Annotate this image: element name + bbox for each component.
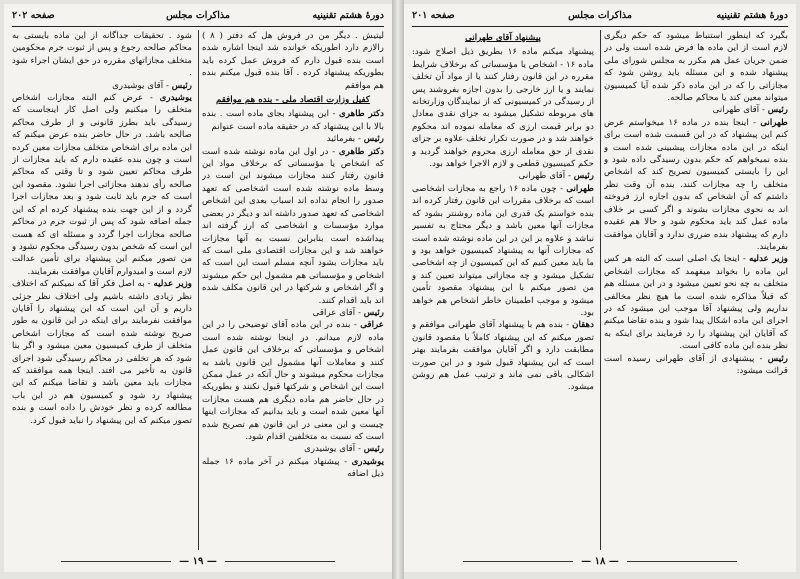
speaker-name: رئیس	[767, 353, 788, 364]
paragraph-text: بنده در این ماده آقای توضیحی را در این ماده لازم میدانم. در اینجا نوشته شده است اشخاص و مؤسساتی که برخلاف این قانون عمل کنند و معاملات آنها مشمول این قانون باشد به مجازات محکوم میشوند و حال آنکه در عمل ممکن است این اشخاص و شرکتها قبول نکنند و بطوریکه در حال حاضر هم ماده دیگری هم هست مجازات آنها معین شده است و باید بدانیم که مجازات اینها چیست و این معنی در این قانون هم تصریح شده است که نسبت به متخلفین اقدام شود.	[202, 320, 384, 442]
speaker-name: رئیس	[363, 134, 384, 145]
speaker-name: دکتر طاهری	[338, 146, 384, 157]
paragraph-text: در اول این ماده نوشته شده است که اشخاص یا مؤسساتی که برخلاف مواد این قانون رفتار کنند مجازات میشوند این است در وسط ماده نوشته شده است اشخاصی که تعهد صدور را انجام نداده اند اسباب بعدی این اشخاص اشخاصی که تعهد صدور داشته اند و دیگر در بعضی موارد مؤسسات و اشخاصی که ارز گرفته اند پیداشده است بنابراین نسبت به آنها مجازات خواهند شد و این مجازات اقتصادی ملی است که باید مجازات بشود آنچه مسلم است این است که اشخاص و مؤسساتی هم مشمول این حکم میشوند و اگر اشخاص و شرکتها در این قانون مکلف شده اند باید اقدام کنند.	[202, 146, 384, 306]
speaker-paragraph: رئیس - آقای طهرانی	[712, 105, 788, 116]
speaker-name: رئیس	[573, 171, 594, 182]
left-page-left-column	[12, 30, 192, 550]
paragraph-text: بگیرد که اینطور استنباط میشود که حکم دیگری لازم است از این ماده ها فرض شده است ولی در ضمن جریان عمل هم مکرر به مجلس شورای ملی پیشنهاد شده و این مسئله باید روشن شود که مجازاتی را که در این ماده ذکر شده آیا کمیسیون میتواند معین کند یا محاکم صالحه.	[604, 31, 788, 104]
speaker-name: رئیس	[767, 105, 788, 116]
left-header-page: صفحه ۲۰۲	[12, 10, 55, 21]
speaker-name: یوشیدری	[159, 93, 192, 104]
paragraph-text: پیشنهاد میکنم در آخر ماده ۱۶ جمله ذیل اضافه	[202, 456, 384, 480]
text-paragraph	[12, 30, 192, 80]
speaker-paragraph: یوشیدری - پیشنهاد میکنم در آخر ماده ۱۶ جمله ذیل اضافه	[202, 456, 384, 480]
speaker-paragraph: رئیس - آقای یوشیدری	[304, 444, 384, 455]
text-paragraph	[202, 30, 384, 92]
left-page-column-divider	[198, 30, 199, 550]
right-page-left-column	[412, 30, 594, 550]
speaker-paragraph: یوشیدری - عرض کنم البته مجازات اشخاص متخلف را میکنیم ولی اصل کار اینجاست که رسیدگی باید بطرز قانونی و از طرف محاکم صالحه باشد. در حال حاضر بنده عرض میکنم که این ماده برای اشخاص متخلف مجازات معین کرده است و چون بنده عقیده دارم که باید مجازات از طرف محاکم تعیین شود و تا وقتی که محاکم صالحه رأی ندهند مجازاتی اجرا نشود. مقصود این است که جرم باید ثابت شود و بعد مجازات اجرا گردد و از این جهت بنده پیشنهاد کرده ام که این جمله اضافه شود که پس از ثبوت جرم در محاکم صالحه مجازات اجرا گردد و مسئله ای که هست این است که شخص بدون رسیدگی محکوم نشود و من تصور میکنم این پیشنهاد برای تأمین عدالت لازم است و امیدوارم آقایان موافقت بفرمایند.	[12, 93, 192, 277]
paragraph-text: اینجا بنده در ماده ۱۶ میخواستم عرض کنم این پیشنهاد که در این قسمت شده است برای اینکه در این ماده مجازات پیشبینی شده است و بنده نمیخواهم که حکم بدون رسیدگی داده شود و این را بایستی کمیسیون تصریح کند که اشخاص متخلف را چه مجازات کنند. بنده آن وقت نظر داشتم که آن اشخاص که بدون اجازه ارز فروخته اند به نحوی مجازات بشوند و اگر کسی بر خلاف ماده عمل کند باید محکوم شود و حالا هم عقیده دارم که پیشنهاد بنده ضرری ندارد و آقایان موافقت بفرمایند.	[604, 117, 788, 252]
paragraph-text: چون ماده ۱۶ راجع به مجازات اشخاصی است که برخلاف مقررات این قانون رفتار کرده اند بنده خواستم یک قدری این ماده روشنتر بشود که مجازات آنها معین باشد و دیگر محتاج به تفسیر نباشد و علاوه بر این در این ماده نوشته شده است که مجازات آنها به پیشنهاد کمیسیون خواهد بود و ما باید معین کنیم که این کمیسیون از چه اشخاصی تشکیل میشود و چه مجازاتی میتواند تعیین کند و من تصور میکنم با این پیشنهاد مقصود تأمین میشود و موجب اطمینان خاطر اشخاص هم خواهد بود.	[412, 183, 594, 318]
paragraph-text: آقای یوشیدری	[304, 444, 356, 455]
section-heading: کفیل وزارت اقتصاد ملی - بنده هم موافقم	[215, 95, 371, 106]
speaker-paragraph: دکتر طاهری - در اول این ماده نوشته شده است که اشخاص یا مؤسساتی که برخلاف مواد این قانون رفتار کنند مجازات میشوند این است در وسط ماده نوشته شده است اشخاصی که تعهد صدور را انجام نداده اند اسباب بعدی این اشخاص اشخاصی که تعهد صدور داشته اند و دیگر در بعضی موارد مؤسسات و اشخاصی که ارز گرفته اند پیداشده است بنابراین نسبت به آنها مجازات خواهند شد و این مجازات اقتصادی ملی است که باید مجازات بشود آنچه مسلم است این است که اشخاص و مؤسساتی هم مشمول این حکم میشوند و اگر اشخاص و شرکتها در این قانون مکلف شده اند باید اقدام کنند.	[202, 146, 384, 306]
text-paragraph	[604, 30, 788, 104]
speaker-name: رئیس	[363, 444, 384, 455]
speaker-paragraph: رئیس - آقای یوشیدری	[112, 80, 192, 91]
speaker-paragraph: رئیس - آقای طهرانی	[518, 171, 594, 182]
speaker-name: طهرانی	[760, 117, 788, 128]
speaker-paragraph: دهقان - بنده هم با پیشنهاد آقای طهرانی موافقم و تصور میکنم که این پیشنهاد کاملاً با مقصود قانون مطابقت دارد و اگر آقایان موافقت بفرمایند بهتر است که این پیشنهاد قبول شود و در این صورت اشکالی باقی نمی ماند و ترتیب عمل هم روشن میشود.	[412, 320, 594, 393]
speaker-paragraph: عراقی - بنده در این ماده آقای توضیحی را در این ماده لازم میدانم. در اینجا نوشته شده است اشخاص و مؤسساتی که برخلاف این قانون عمل کنند و معاملات آنها مشمول این قانون باشد به مجازات محکوم میشوند و حال آنکه در عمل ممکن است این اشخاص و شرکتها قبول نکنند و بطوریکه در حال حاضر هم ماده دیگری هم هست مجازات آنها معین شده است و باید بدانیم که مجازات اینها چیست و این معنی در این قانون هم تصریح شده است که نسبت به متخلفین اقدام شود.	[202, 320, 384, 442]
right-header-title: مذاکرات مجلس	[568, 10, 632, 21]
right-header-page: صفحه ۲۰۱	[412, 10, 455, 21]
section-heading: پیشنهاد آقای طهرانی	[465, 33, 541, 43]
paragraph-text: بفرمائید	[326, 134, 356, 145]
left-header-session: دورهٔ هشتم تقنینیه	[312, 10, 384, 21]
speaker-paragraph: رئیس - بفرمائید	[326, 134, 384, 145]
paragraph-text: این پیشنهاد بجای ماده است . بنده بالا با این پیشنهاد که در حقیقه ماده است عنوانم	[202, 109, 384, 132]
paragraph-text: بنده هم با پیشنهاد آقای طهرانی موافقم و تصور میکنم که این پیشنهاد کاملاً با مقصود قانون مطابقت دارد و اگر آقایان موافقت بفرمایند بهتر است که این پیشنهاد قبول شود و در این صورت اشکالی باقی نمی ماند و ترتیب عمل هم روشن میشود.	[412, 320, 594, 393]
speaker-paragraph: طهرانی - چون ماده ۱۶ راجع به مجازات اشخاصی است که برخلاف مقررات این قانون رفتار کرده اند بنده خواستم یک قدری این ماده روشنتر بشود که مجازات آنها معین باشد و دیگر محتاج به تفسیر نباشد و علاوه بر این در این ماده نوشته شده است که مجازات آنها به پیشنهاد کمیسیون خواهد بود و ما باید معین کنیم که این کمیسیون از چه اشخاصی تشکیل میشود و چه مجازاتی میتواند تعیین کند و من تصور میکنم با این پیشنهاد مقصود تأمین میشود و موجب اطمینان خاطر اشخاص هم خواهد بود.	[412, 183, 594, 318]
left-page-number: — ۱۹ —	[4, 556, 392, 567]
right-page	[404, 4, 796, 572]
speaker-name: دکتر طاهری	[339, 109, 384, 120]
speaker-paragraph: دکتر طاهری - این پیشنهاد بجای ماده است . بنده بالا با این پیشنهاد که در حقیقه ماده است عنوانم	[202, 109, 384, 132]
paragraph-text: پیشنهادی از آقای طهرانی رسیده است قرائت میشود:	[604, 353, 788, 376]
paragraph-text: آقای یوشیدری	[112, 80, 164, 91]
speaker-name: وزیر عدلیه	[153, 279, 192, 290]
speaker-name: وزیر عدلیه	[749, 254, 788, 265]
speaker-name: رئیس	[363, 307, 384, 318]
paragraph-text: آقای طهرانی	[518, 171, 566, 182]
speaker-paragraph: طهرانی - اینجا بنده در ماده ۱۶ میخواستم عرض کنم این پیشنهاد که در این قسمت شده است برای اینکه در این ماده مجازات پیشبینی شده است و بنده نمیخواهم که حکم بدون رسیدگی داده شود و این را بایستی کمیسیون تصریح کند که اشخاص متخلف را چه مجازات کنند. بنده آن وقت نظر داشتم که آن اشخاص که بدون اجازه ارز فروخته اند به نحوی مجازات بشوند و اگر کسی بر خلاف ماده عمل کند باید محکوم شود و حالا هم عقیده دارم که پیشنهاد بنده ضرری ندارد و آقایان موافقت بفرمایند.	[604, 117, 788, 252]
speaker-name: طهرانی	[566, 183, 594, 194]
left-header-rule	[12, 26, 384, 27]
right-header-rule	[412, 26, 788, 27]
speaker-name: رئیس	[171, 80, 192, 91]
left-page	[4, 4, 392, 572]
speaker-name: دهقان	[572, 320, 594, 331]
speaker-paragraph: رئیس - پیشنهادی از آقای طهرانی رسیده است قرائت میشود:	[604, 353, 788, 376]
paragraph-text: عرض کنم البته مجازات اشخاص متخلف را میکنیم ولی اصل کار اینجاست که رسیدگی باید بطرز قانونی و از طرف محاکم صالحه باشد. در حال حاضر بنده عرض میکنم که این ماده برای اشخاص متخلف مجازات معین کرده است و چون بنده عقیده دارم که باید مجازات از طرف محاکم تعیین شود و تا وقتی که محاکم صالحه رأی ندهند مجازاتی اجرا نشود. مقصود این است که جرم باید ثابت شود و بعد مجازات اجرا گردد و از این جهت بنده پیشنهاد کرده ام که این جمله اضافه شود که پس از ثبوت جرم در محاکم صالحه مجازات اجرا گردد و مسئله ای که هست این است که شخص بدون رسیدگی محکوم نشود و من تصور میکنم این پیشنهاد برای تأمین عدالت لازم است و امیدوارم آقایان موافقت بفرمایند.	[12, 93, 192, 277]
left-page-right-column	[202, 30, 384, 550]
paragraph-text: شود . تحقیقات جداگانه از این ماده بایستی به محاکم صالحه رجوع و پس از ثبوت جرم محکومین متخلف مجازاتهای مقرره در حق ایشان اجراء شود .	[12, 31, 192, 79]
right-page-column-divider	[600, 30, 601, 550]
right-page-header	[412, 10, 788, 26]
paragraph-text: آقای طهرانی	[712, 105, 760, 116]
right-page-number: — ۱۸ —	[404, 556, 796, 567]
text-paragraph	[412, 46, 594, 170]
paragraph-text: لیتیش . دیگر من در فروش هل که دفتر ( ۸ ) رالازم دارد اطوریکه خوانده شد اینجا اشاره شده است بنده قبول دارم که فروش عمل کرده باید بطوریکه پیشنهاد کرده . آقا بنده قبول میکنم بنده هم موافقم	[202, 31, 384, 91]
speaker-name: عراقی	[360, 320, 384, 331]
speaker-paragraph: وزیر عدلیه - به اصل فکر آقا که نمیکنم که اختلاف نظر زیادی داشته باشیم ولی اختلاف نظر جزئی داریم و آن این است که این پیشنهاد را آقایان موافقت نفرمایند برای اینکه در این قانون به طور صریح نوشته شده است که مجازات اشخاص متخلف از طرف کمیسیون معین میشود و اگر بنا شود که هر تخلفی در محاکم رسیدگی شود اجرای قانون به تأخیر می افتد. اینجا همه موافقند که مجازات باید معین باشد و تقاضا میکنم که این پیشنهاد رد شود و کمیسیون هم در این باب مطالعه کرده و نظر خودش را داده است و بنده تصور میکنم که این پیشنهاد را نباید قبول کرد.	[12, 279, 192, 426]
speaker-paragraph: رئیس - آقای عراقی	[312, 307, 384, 318]
right-page-right-column	[604, 30, 788, 550]
speaker-name: یوشیدری	[351, 456, 384, 467]
right-header-session: دورهٔ هشتم تقنینیه	[716, 10, 788, 21]
page-gutter	[392, 0, 404, 579]
left-header-title: مذاکرات مجلس	[166, 10, 230, 21]
paragraph-text: آقای عراقی	[312, 307, 356, 318]
left-page-header	[12, 10, 384, 26]
paragraph-text: به اصل فکر آقا که نمیکنم که اختلاف نظر زیادی داشته باشیم ولی اختلاف نظر جزئی داریم و آن این است که این پیشنهاد را آقایان موافقت نفرمایند برای اینکه در این قانون به طور صریح نوشته شده است که مجازات اشخاص متخلف از طرف کمیسیون معین میشود و اگر بنا شود که هر تخلفی در محاکم رسیدگی شود اجرای قانون به تأخیر می افتد. اینجا همه موافقند که مجازات باید معین باشد و تقاضا میکنم که این پیشنهاد رد شود و کمیسیون هم در این باب مطالعه کرده و نظر خودش را داده است و بنده تصور میکنم که این پیشنهاد را نباید قبول کرد.	[12, 279, 192, 426]
speaker-paragraph: وزیر عدلیه - اینجا یک اصلی است که البته هر کس این ماده را بخواند میفهمد که مجازات اشخاص متخلف به چه نحو تعیین میشود و در این مسئله هم که قبلاً مذاکره شده است ما هیچ نظر مخالفی نداریم ولی پیشنهاد آقا موجب این میشود که در اجرای این ماده اشکال پیدا شود و بنده تقاضا میکنم که آقایان این پیشنهاد را رد فرمایند برای اینکه به نظر بنده این ماده کافی است.	[604, 254, 788, 352]
paragraph-text: اینجا یک اصلی است که البته هر کس این ماده را بخواند میفهمد که مجازات اشخاص متخلف به چه نحو تعیین میشود و در این مسئله هم که قبلاً مذاکره شده است ما هیچ نظر مخالفی نداریم ولی پیشنهاد آقا موجب این میشود که در اجرای این ماده اشکال پیدا شود و بنده تقاضا میکنم که آقایان این پیشنهاد را رد فرمایند برای اینکه به نظر بنده این ماده کافی است.	[604, 254, 788, 352]
paragraph-text: پیشنهاد میکنم ماده ۱۶ بطریق ذیل اصلاح شود: ماده ۱۶ - اشخاص یا مؤسساتی که برخلاف شرایط مقرره در این قانون رفتار کنند یا از مواد آن تخلف نمایند و یا ارز خارجی را بدون اجازه بفروشند پس از رسیدگی در کمیسیونی که از نمایندگان وزارتخانه های مربوطه تشکیل میشود به جزای نقدی معادل دو برابر قیمت ارزی که معامله نموده اند محکوم خواهند شد و در صورت تکرار تخلف علاوه بر جزای نقدی از حق معامله ارزی محروم خواهند گردید و حکم کمیسیون قطعی و لازم الاجرا خواهد بود.	[412, 47, 594, 170]
